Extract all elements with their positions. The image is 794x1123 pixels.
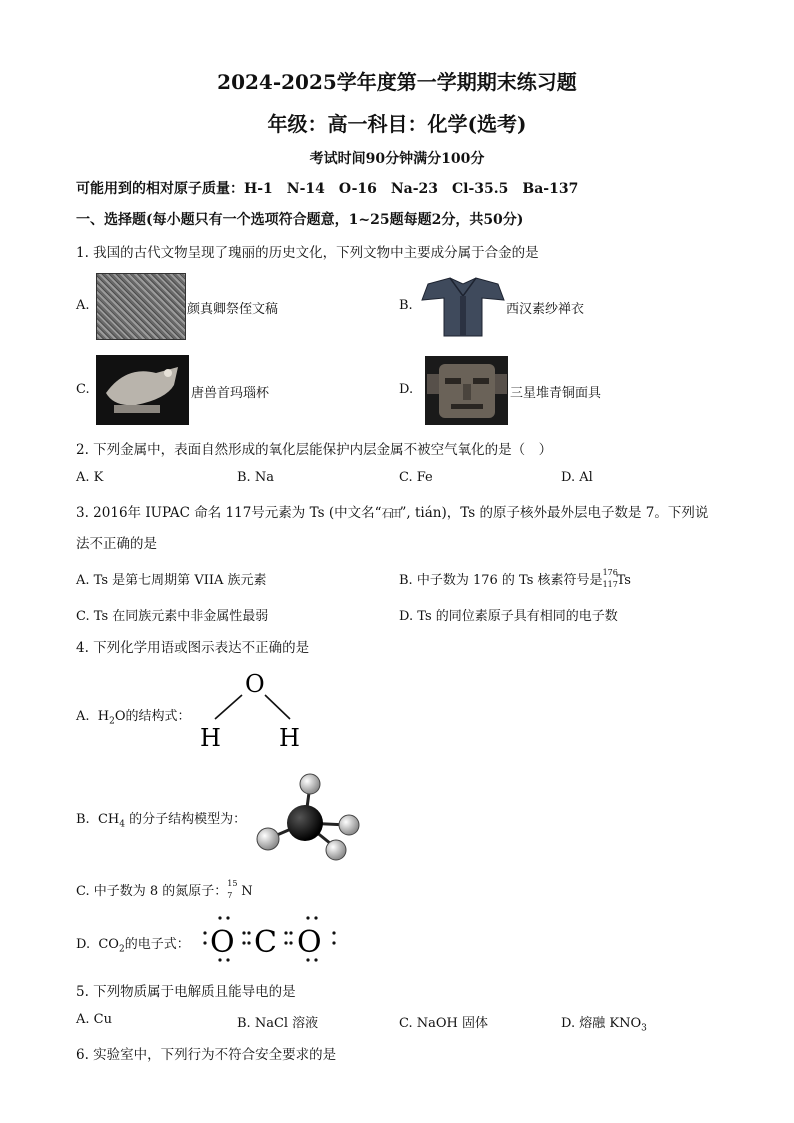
q3-mass-number: 176	[602, 568, 618, 577]
methane-ball-model	[250, 768, 365, 863]
question-3-line1	[76, 501, 708, 521]
agate-cup-image	[96, 355, 189, 425]
q5-d-text: D. 熔融 KNO	[561, 1016, 642, 1031]
q2-option-c: C. Fe	[399, 470, 433, 485]
q4-c-num: 7	[227, 891, 233, 900]
grade-subject: 年级：高一科目：化学(选考)	[267, 112, 527, 136]
q1-option-b-letter: B.	[399, 298, 413, 313]
q5-option-d	[561, 1012, 647, 1034]
q3-symbol: Ts	[616, 573, 631, 588]
q3-nuclide	[603, 570, 617, 590]
q3-option-b-text: B. 中子数为 176 的 Ts 核素符号是	[399, 573, 603, 588]
question-1-stem: 1. 我国的古代文物呈现了瑰丽的历史文化，下列文物中主要成分属于合金的是	[76, 245, 539, 261]
q1-option-c-letter: C.	[76, 382, 90, 397]
water-structure	[195, 668, 305, 753]
question-5-stem: 5. 下列物质属于电解质且能导电的是	[76, 984, 296, 1000]
co2-carbon: C	[254, 925, 277, 960]
q3-atomic-number: 117	[602, 580, 618, 589]
exam-title: 2024-2025学年度第一学期期末练习题	[217, 70, 577, 94]
oxygen-atom: O	[245, 670, 265, 698]
question-4-stem: 4. 下列化学用语或图示表达不正确的是	[76, 640, 310, 656]
q4-c-mass: 15	[227, 879, 238, 888]
q4-b-letter: B.	[76, 812, 90, 827]
q3-character: 石田	[381, 507, 400, 520]
q1-option-d-text: 三星堆青铜面具	[510, 386, 602, 401]
q1-option-d-letter: D.	[399, 382, 414, 397]
bronze-mask-image	[425, 356, 508, 425]
q4-option-b	[76, 808, 246, 830]
q4-d-sub: 2	[118, 944, 125, 955]
q1-option-a-text: 颜真卿祭侄文稿	[187, 302, 279, 317]
q4-a-h: H	[97, 709, 110, 724]
q5-d-sub: 3	[641, 1023, 647, 1034]
q5-option-b: B. NaCl 溶液	[237, 1016, 319, 1031]
q4-nitrogen-nuclide	[227, 881, 241, 901]
q3-option-b	[399, 569, 631, 590]
co2-oxygen-1: O	[210, 925, 235, 960]
q2-option-d: D. Al	[561, 470, 593, 485]
q4-a-o: O	[114, 709, 126, 724]
q4-b-text: 的分子结构模型为：	[129, 812, 247, 827]
q4-c-text: C. 中子数为 8 的氮原子：	[76, 884, 228, 899]
q4-a-text: 的结构式：	[125, 709, 191, 724]
question-2-stem: 2. 下列金属中，表面自然形成的氧化层能保护内层金属不被空气氧化的是（ ）	[76, 442, 553, 458]
q4-option-a	[76, 705, 191, 727]
q4-b-formula: CH	[97, 812, 120, 827]
q4-d-formula: CO	[98, 937, 119, 952]
question-3-line2: 法不正确的是	[76, 536, 157, 552]
q4-b-sub: 4	[119, 819, 125, 830]
q3-option-d: D. Ts 的同位素原子具有相同的电子数	[399, 609, 618, 624]
q4-a-letter: A.	[76, 709, 90, 724]
q1-option-a-letter: A.	[76, 298, 90, 313]
q3-line1-end: ”, tián)，Ts 的原子核外最外层电子数是 7。下列说	[399, 505, 709, 521]
q2-option-a: A. K	[76, 470, 104, 485]
co2-oxygen-2: O	[297, 925, 322, 960]
silk-robe-image	[420, 274, 506, 341]
section-heading: 一、选择题(每小题只有一个选项符合题意，1~25题每题2分，共50分)	[76, 212, 524, 228]
q4-option-d	[76, 933, 190, 955]
q3-line1-start: 3. 2016年 IUPAC 命名 117号元素为 Ts (中文名“	[76, 505, 382, 521]
hydrogen-atom-1: H	[200, 724, 221, 752]
q1-option-c-text: 唐兽首玛瑙杯	[191, 386, 270, 401]
q2-option-b: B. Na	[237, 470, 274, 485]
q4-a-sub: 2	[109, 716, 115, 727]
hydrogen-atom-2: H	[279, 724, 300, 752]
q3-option-c: C. Ts 在同族元素中非金属性最弱	[76, 609, 269, 624]
atomic-masses: 可能用到的相对原子质量：H-1 N-14 O-16 Na-23 Cl-35.5 Ba-137	[76, 181, 579, 197]
q4-option-c	[76, 880, 253, 901]
q1-option-b-text: 西汉素纱禅衣	[506, 302, 585, 317]
q4-c-symbol: N	[241, 884, 253, 899]
q4-d-letter: D.	[76, 937, 91, 952]
q3-option-a: A. Ts 是第七周期第 VIIA 族元素	[76, 573, 267, 588]
time-score: 考试时间90分钟满分100分	[309, 151, 485, 167]
question-6-stem: 6. 实验室中，下列行为不符合安全要求的是	[76, 1047, 337, 1063]
calligraphy-image	[96, 273, 186, 340]
co2-electron-formula	[198, 910, 343, 965]
q5-option-c: C. NaOH 固体	[399, 1016, 489, 1031]
q4-d-text: 的电子式：	[124, 937, 190, 952]
q5-option-a: A. Cu	[76, 1012, 112, 1027]
